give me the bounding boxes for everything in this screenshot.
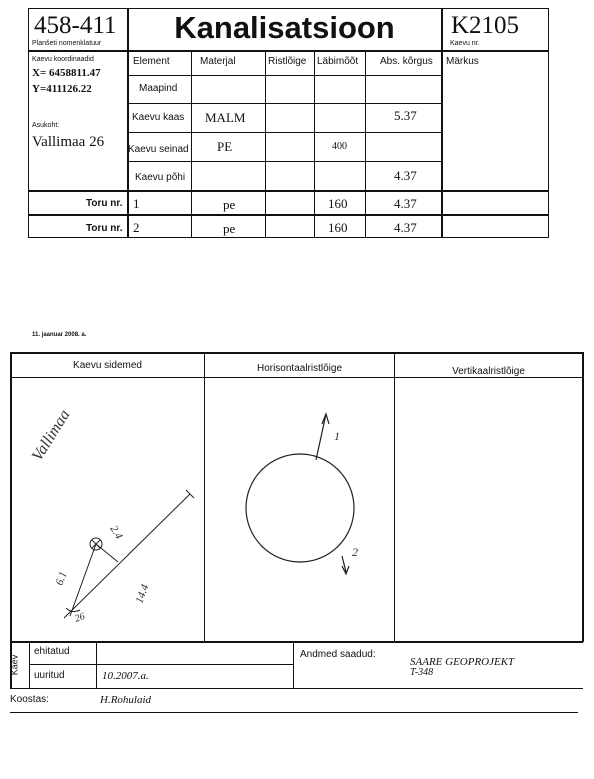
pipe-material: pe [223, 221, 236, 236]
col-header-diameter: Läbimõõt [317, 56, 359, 67]
pipe-label: Toru nr. [86, 223, 123, 234]
address-value: Vallimaa 26 [32, 134, 105, 150]
document-title: Kanalisatsioon [174, 10, 395, 45]
sketch-street: Vallimaa [28, 406, 74, 465]
surveyed-label: uuritud [34, 670, 65, 681]
footer-side-label: Kaev [9, 654, 20, 676]
well-circle [246, 454, 354, 562]
pipe-height: 4.37 [394, 196, 417, 211]
reference-line [64, 494, 190, 618]
surveyed-value: 10.2007.a. [102, 670, 149, 682]
coord-x: X= 6458811.47 [32, 67, 101, 79]
measure-line [70, 544, 96, 616]
well-number: K2105 [451, 12, 520, 39]
pipe-label: Toru nr. [86, 198, 123, 209]
built-label: ehitatud [34, 646, 70, 657]
sketch-measure: 26 [73, 611, 87, 625]
row-diameter: 400 [332, 141, 347, 152]
date-note: 11. jaanuar 2008. a. [32, 332, 87, 338]
divider [96, 642, 97, 688]
plan-code: 458-411 [34, 12, 117, 39]
row-height: 4.37 [394, 168, 417, 183]
divider [10, 712, 578, 713]
sketch-measure: 2.4 [107, 523, 125, 542]
row-element: Kaevu kaas [132, 112, 185, 123]
row-material: PE [217, 139, 233, 154]
panel-title-left: Kaevu sidemed [73, 360, 142, 371]
compiled-value: H.Rohulaid [100, 694, 152, 706]
pipe-nr: 1 [133, 196, 140, 211]
divider [29, 664, 293, 665]
sketch-measure: 6.1 [53, 570, 70, 588]
divider [10, 688, 583, 689]
plan-code-caption: Planšeti nomenklatuur [32, 40, 102, 47]
divider [293, 642, 294, 688]
divider [29, 642, 30, 688]
col-header-material: Materjal [200, 56, 236, 67]
row-element: Kaevu põhi [135, 172, 186, 183]
address-label: Asukoht: [32, 122, 60, 129]
col-header-element: Element [133, 56, 170, 67]
coord-y: Y=411126.22 [32, 83, 92, 95]
source-value: SAARE GEOPROJEKT [410, 656, 515, 668]
col-header-notes: Märkus [446, 56, 479, 67]
pipe-material: pe [223, 197, 236, 212]
sketch-measure: 14.4 [133, 582, 152, 606]
pipe-2-label: 2 [352, 545, 358, 559]
row-element: Maapind [139, 83, 178, 94]
panel-title-middle: Horisontaalristlõige [256, 363, 343, 374]
panel-title-right: Vertikaalristlõige [452, 366, 525, 377]
row-material: MALM [205, 110, 246, 125]
well-number-caption: Kaevu nr. [450, 40, 480, 47]
compiled-label: Koostas: [10, 694, 49, 705]
source-label: Andmed saadud: [300, 649, 376, 660]
coords-label: Kaevu koordinaadid [32, 56, 94, 63]
pipe-1-label: 1 [334, 429, 340, 443]
source-code: T-348 [410, 667, 434, 678]
col-header-height: Abs. kõrgus [380, 56, 433, 67]
pipe-nr: 2 [133, 220, 140, 235]
row-height: 5.37 [394, 108, 417, 123]
pipe-1-line [316, 414, 326, 460]
row-element: Kaevu seinad [128, 144, 189, 155]
location-sketch [64, 490, 194, 618]
pipe-diameter: 160 [328, 220, 348, 235]
pipe-height: 4.37 [394, 220, 417, 235]
col-header-section: Ristlõige [268, 56, 307, 67]
pipe-diameter: 160 [328, 196, 348, 211]
